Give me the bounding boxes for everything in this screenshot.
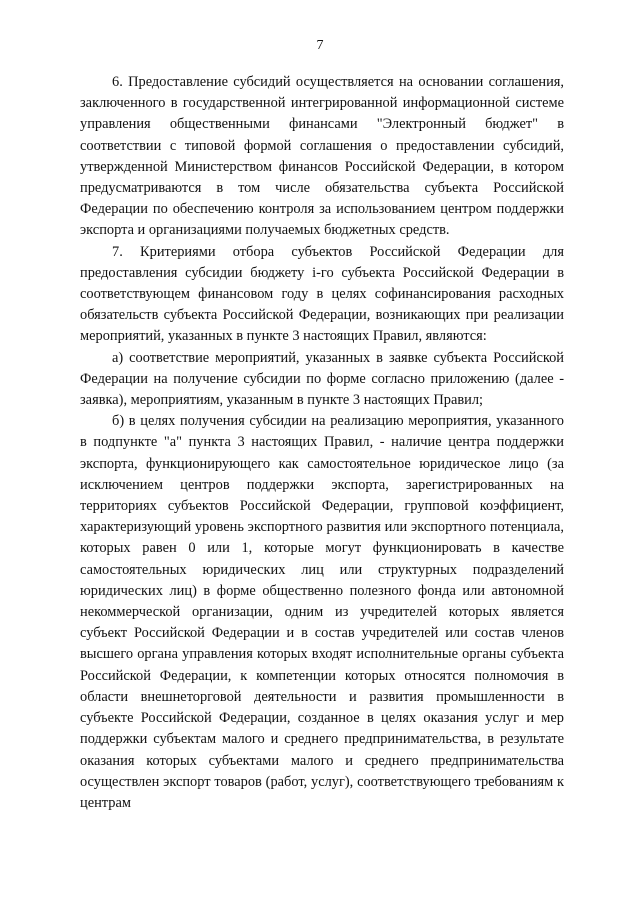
page-number: 7 [316,38,324,53]
paragraph-7: 7. Критериями отбора субъектов Российской Федерации для предоставления субсидии бюджету i-го субъекта Российской Федерации в соответствующем финансовом году в целях софинансирования расходных обязательств субъекта Российской Федерации, возникающих при реализации мероприятий, указанных в пункте 3 настоящих Правил, являются: [80,243,564,345]
paragraph-6: 6. Предоставление субсидий осуществляется на основании соглашения, заключенного в государственной интегрированной информационной системе управления общественными финансами "Электронный бюджет" в соответствии с типовой формой соглашения о предоставлении субсидий, утвержденной Министерством финансов Российской Федерации, в котором предусматриваются в том числе обязательства субъекта Российской Федерации по обеспечению контроля за использованием центром поддержки экспорта и организациями получаемых бюджетных средств. [80,74,564,239]
paragraph-7-b: б) в целях получения субсидии на реализацию мероприятия, указанного в подпункте "а" пункта 3 настоящих Правил, - наличие центра поддержки экспорта, функционирующего как самостоятельное юридическое лицо (за исключением центров поддержки экспорта, зарегистрированных на территориях субъектов Российской Федерации, групповой коэффициент, характеризующий уровень экспортного развития или экспортного потенциала, которых равен 0 или 1, которые могут функционировать в качестве самостоятельных юридических лиц или структурных подразделений юридических лиц) в форме общественно полезного фонда или автономной некоммерческой организации, одним из учредителей которых является субъект Российской Федерации и в состав учредителей или состав членов высшего органа управления которых входят исполнительные органы субъекта Российской Федерации, к компетенции которых относятся полномочия в области внешнеторговой деятельности и развития промышленности в субъекте Российской Федерации, созданное в целях оказания услуг и мер поддержки субъектам малого и среднего предпринимательства, в результате оказания которых субъектами малого и среднего предпринимательства осуществлен экспорт товаров (работ, услуг), соответствующего требованиям к центрам [80,413,564,811]
document-body [80,72,564,814]
paragraph-7-a: а) соответствие мероприятий, указанных в заявке субъекта Российской Федерации на получение субсидии по форме согласно приложению (далее - заявка), мероприятиям, указанным в пункте 3 настоящих Правил; [80,349,564,409]
